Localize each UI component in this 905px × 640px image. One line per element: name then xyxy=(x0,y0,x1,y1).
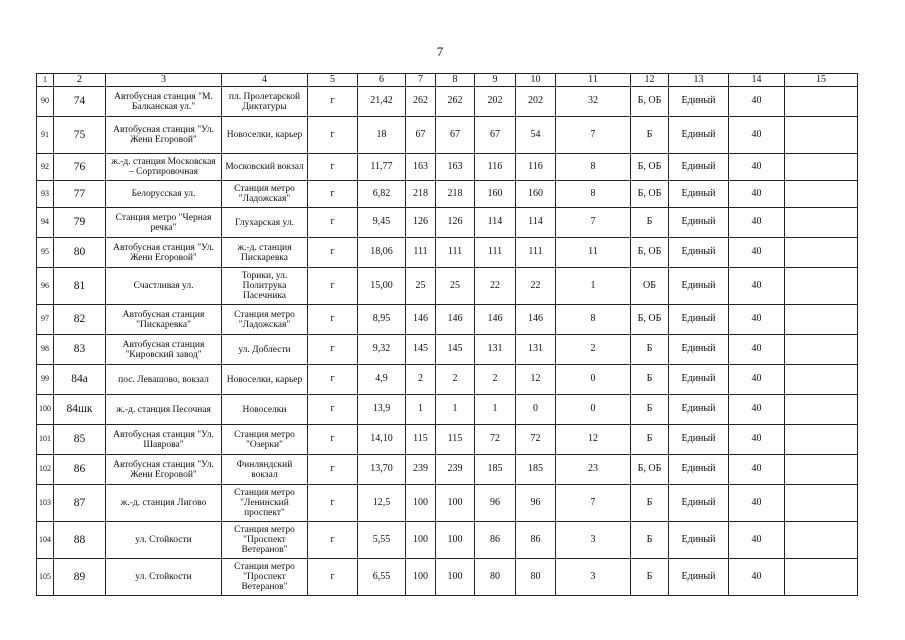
table-row xyxy=(37,268,858,305)
table-cell: Единый xyxy=(669,485,729,522)
table-cell: Московский вокзал xyxy=(222,154,308,181)
table-cell: 1 xyxy=(475,395,516,425)
table-cell: 8,95 xyxy=(358,305,406,335)
col-header: 12 xyxy=(631,74,669,87)
table-cell: 111 xyxy=(475,238,516,268)
table-row xyxy=(37,208,858,238)
table-cell: г xyxy=(308,181,358,208)
table-cell: 40 xyxy=(729,559,785,596)
table-cell: Единый xyxy=(669,117,729,154)
table-cell: 185 xyxy=(475,455,516,485)
table-cell: Автобусная станция "Ул. Жени Егоровой" xyxy=(106,238,222,268)
table-cell: 12 xyxy=(556,425,631,455)
table-cell: 9,45 xyxy=(358,208,406,238)
table-cell: 12,5 xyxy=(358,485,406,522)
table-cell: 3 xyxy=(556,559,631,596)
table-cell: 40 xyxy=(729,455,785,485)
table-cell xyxy=(785,425,858,455)
table-cell: ОБ xyxy=(631,268,669,305)
table-cell: 8 xyxy=(556,181,631,208)
table-cell: ул. Доблести xyxy=(222,335,308,365)
table-cell xyxy=(785,154,858,181)
table-cell: 100 xyxy=(436,485,475,522)
table-cell: 185 xyxy=(516,455,556,485)
table-cell: 3 xyxy=(556,522,631,559)
table-cell: Станция метро "Ленинский проспект" xyxy=(222,485,308,522)
table-cell: 202 xyxy=(516,87,556,117)
table-cell: 146 xyxy=(406,305,436,335)
table-cell xyxy=(785,87,858,117)
table-cell: 202 xyxy=(475,87,516,117)
table-cell: 114 xyxy=(475,208,516,238)
table-cell: г xyxy=(308,238,358,268)
table-cell: 103 xyxy=(37,485,54,522)
table-cell: 145 xyxy=(436,335,475,365)
table-cell: 2 xyxy=(475,365,516,395)
table-cell: Станция метро "Проспект Ветеранов" xyxy=(222,559,308,596)
table-cell: г xyxy=(308,268,358,305)
table-cell: г xyxy=(308,208,358,238)
table-cell: Б xyxy=(631,335,669,365)
table-cell: 95 xyxy=(37,238,54,268)
table-cell: 96 xyxy=(475,485,516,522)
table-cell: Б xyxy=(631,365,669,395)
table-cell: Б xyxy=(631,117,669,154)
table-cell: 116 xyxy=(475,154,516,181)
table-cell: 218 xyxy=(406,181,436,208)
table-cell: 163 xyxy=(406,154,436,181)
table-cell xyxy=(785,117,858,154)
table-cell: 40 xyxy=(729,395,785,425)
table-cell: 114 xyxy=(516,208,556,238)
table-cell: 72 xyxy=(516,425,556,455)
table-cell: г xyxy=(308,117,358,154)
col-header: 5 xyxy=(308,74,358,87)
table-cell: 111 xyxy=(516,238,556,268)
table-cell: 84шк xyxy=(54,395,106,425)
table-cell: 86 xyxy=(475,522,516,559)
table-cell: 86 xyxy=(54,455,106,485)
table-cell: Финляндский вокзал xyxy=(222,455,308,485)
table-cell: Единый xyxy=(669,395,729,425)
table-row xyxy=(37,335,858,365)
table-cell: 111 xyxy=(406,238,436,268)
table-cell: 40 xyxy=(729,154,785,181)
table-cell xyxy=(785,485,858,522)
table-cell: 40 xyxy=(729,117,785,154)
table-cell: ж.-д. станция Московская – Сортировочная xyxy=(106,154,222,181)
table-row xyxy=(37,395,858,425)
table-cell: 14,10 xyxy=(358,425,406,455)
table-cell: г xyxy=(308,485,358,522)
table-cell xyxy=(785,522,858,559)
table-cell: 32 xyxy=(556,87,631,117)
col-header: 2 xyxy=(54,74,106,87)
table-cell: 79 xyxy=(54,208,106,238)
table-cell: 11,77 xyxy=(358,154,406,181)
table-cell: 8 xyxy=(556,154,631,181)
table-cell: Станция метро "Черная речка" xyxy=(106,208,222,238)
table-cell: Единый xyxy=(669,181,729,208)
table-cell: 40 xyxy=(729,268,785,305)
table-cell: 21,42 xyxy=(358,87,406,117)
table-cell: Единый xyxy=(669,208,729,238)
table-cell: 22 xyxy=(516,268,556,305)
table-cell: 40 xyxy=(729,522,785,559)
table-cell: Б, ОБ xyxy=(631,154,669,181)
table-cell: 18 xyxy=(358,117,406,154)
table-cell xyxy=(785,559,858,596)
table-cell: 1 xyxy=(556,268,631,305)
table-cell: 40 xyxy=(729,181,785,208)
table-cell xyxy=(785,305,858,335)
table-cell: 12 xyxy=(516,365,556,395)
table-cell: 145 xyxy=(406,335,436,365)
table-cell: 146 xyxy=(516,305,556,335)
table-cell xyxy=(785,208,858,238)
table-cell: 100 xyxy=(406,522,436,559)
col-header: 11 xyxy=(556,74,631,87)
table-row xyxy=(37,117,858,154)
table-cell: 13,9 xyxy=(358,395,406,425)
table-cell: 7 xyxy=(556,485,631,522)
page-number: 7 xyxy=(436,44,444,59)
table-cell: 116 xyxy=(516,154,556,181)
table-cell: Б xyxy=(631,559,669,596)
table-cell: ж.-д. станция Пискаревка xyxy=(222,238,308,268)
table-cell: 99 xyxy=(37,365,54,395)
table-cell: 84а xyxy=(54,365,106,395)
table-cell: 83 xyxy=(54,335,106,365)
table-cell: Станция метро "Озерки" xyxy=(222,425,308,455)
table-cell: 4,9 xyxy=(358,365,406,395)
col-header: 3 xyxy=(106,74,222,87)
table-cell: 89 xyxy=(54,559,106,596)
col-header: 7 xyxy=(406,74,436,87)
table-cell: 80 xyxy=(516,559,556,596)
table-cell: Новоселки, карьер xyxy=(222,365,308,395)
table-row xyxy=(37,425,858,455)
table-cell: 1 xyxy=(406,395,436,425)
table-cell: 131 xyxy=(516,335,556,365)
table-cell: 146 xyxy=(436,305,475,335)
table-cell: 23 xyxy=(556,455,631,485)
table-cell: Единый xyxy=(669,365,729,395)
table-cell: г xyxy=(308,154,358,181)
table-cell: 111 xyxy=(436,238,475,268)
table-cell: г xyxy=(308,455,358,485)
table-cell xyxy=(785,395,858,425)
table-cell: 40 xyxy=(729,208,785,238)
table-cell: г xyxy=(308,365,358,395)
table-cell: 6,55 xyxy=(358,559,406,596)
col-header: 13 xyxy=(669,74,729,87)
table-cell: 115 xyxy=(436,425,475,455)
table-cell: 85 xyxy=(54,425,106,455)
table-cell: 239 xyxy=(436,455,475,485)
table-row xyxy=(37,87,858,117)
table-cell: 54 xyxy=(516,117,556,154)
table-cell: Счастливая ул. xyxy=(106,268,222,305)
table-cell: Станция метро "Проспект Ветеранов" xyxy=(222,522,308,559)
table-row xyxy=(37,365,858,395)
table-cell: 160 xyxy=(516,181,556,208)
table-cell: Автобусная станция "Ул. Шаврова" xyxy=(106,425,222,455)
table-cell: г xyxy=(308,425,358,455)
table-cell: 13,70 xyxy=(358,455,406,485)
col-header: 9 xyxy=(475,74,516,87)
table-row xyxy=(37,181,858,208)
table-cell: ж.-д. станция Лигово xyxy=(106,485,222,522)
table-cell: 11 xyxy=(556,238,631,268)
table-cell: 40 xyxy=(729,485,785,522)
table-row xyxy=(37,238,858,268)
table-cell: Станция метро "Ладожская" xyxy=(222,181,308,208)
table-cell: Б xyxy=(631,208,669,238)
table-cell: г xyxy=(308,559,358,596)
table-row xyxy=(37,154,858,181)
table-cell: 96 xyxy=(37,268,54,305)
table-cell: Новоселки, карьер xyxy=(222,117,308,154)
col-header: 15 xyxy=(785,74,858,87)
table-cell: г xyxy=(308,305,358,335)
table-cell: 80 xyxy=(475,559,516,596)
table-cell: пл. Пролетарской Диктатуры xyxy=(222,87,308,117)
table-row xyxy=(37,305,858,335)
table-cell: 98 xyxy=(37,335,54,365)
table-cell: 101 xyxy=(37,425,54,455)
table-cell: 22 xyxy=(475,268,516,305)
table-cell: 100 xyxy=(406,559,436,596)
table-cell: 97 xyxy=(37,305,54,335)
table-cell: Новоселки xyxy=(222,395,308,425)
table-cell: 40 xyxy=(729,335,785,365)
table-cell: 25 xyxy=(436,268,475,305)
table-cell: Белорусская ул. xyxy=(106,181,222,208)
table-cell: 96 xyxy=(516,485,556,522)
table-cell: г xyxy=(308,522,358,559)
table-cell: 262 xyxy=(406,87,436,117)
table-cell: 80 xyxy=(54,238,106,268)
table-cell: 88 xyxy=(54,522,106,559)
col-header: 14 xyxy=(729,74,785,87)
table-cell: Единый xyxy=(669,305,729,335)
table-cell: 102 xyxy=(37,455,54,485)
table-cell: Б xyxy=(631,485,669,522)
table-cell: 92 xyxy=(37,154,54,181)
table-cell: 160 xyxy=(475,181,516,208)
table-cell: 0 xyxy=(556,395,631,425)
table-cell: Единый xyxy=(669,522,729,559)
table-cell: ул. Стойкости xyxy=(106,522,222,559)
table-cell: 7 xyxy=(556,117,631,154)
table-cell: 1 xyxy=(436,395,475,425)
table-cell: 82 xyxy=(54,305,106,335)
col-header: 1 xyxy=(37,74,54,87)
table-cell: 93 xyxy=(37,181,54,208)
table-cell: 91 xyxy=(37,117,54,154)
table-cell: пос. Левашово, вокзал xyxy=(106,365,222,395)
table-cell: 15,00 xyxy=(358,268,406,305)
table-cell: 8 xyxy=(556,305,631,335)
table-cell: Торики, ул. Политрука Пасечника xyxy=(222,268,308,305)
table-cell: 81 xyxy=(54,268,106,305)
table-cell: 126 xyxy=(436,208,475,238)
table-cell: 76 xyxy=(54,154,106,181)
table-row xyxy=(37,522,858,559)
table-cell xyxy=(785,455,858,485)
table-cell: 146 xyxy=(475,305,516,335)
table-cell: 94 xyxy=(37,208,54,238)
table-cell: 2 xyxy=(436,365,475,395)
col-header: 8 xyxy=(436,74,475,87)
table-cell: 100 xyxy=(436,559,475,596)
table-cell: 75 xyxy=(54,117,106,154)
table-cell: Б, ОБ xyxy=(631,305,669,335)
table-cell: ж.-д. станция Песочная xyxy=(106,395,222,425)
table-cell: Б xyxy=(631,522,669,559)
table-cell: 163 xyxy=(436,154,475,181)
table-cell: 40 xyxy=(729,365,785,395)
table-cell: Автобусная станция "М. Балканская ул." xyxy=(106,87,222,117)
table-cell: Автобусная станция "Пискаревка" xyxy=(106,305,222,335)
table-cell: 40 xyxy=(729,87,785,117)
table-cell: 126 xyxy=(406,208,436,238)
table-cell: Б, ОБ xyxy=(631,181,669,208)
table-cell: Единый xyxy=(669,87,729,117)
table-cell: 7 xyxy=(556,208,631,238)
table-cell: Единый xyxy=(669,238,729,268)
table-cell: Б, ОБ xyxy=(631,455,669,485)
table-cell: 218 xyxy=(436,181,475,208)
table-cell: 100 xyxy=(406,485,436,522)
table-cell: 74 xyxy=(54,87,106,117)
table-body xyxy=(37,74,858,596)
table-cell: 86 xyxy=(516,522,556,559)
table-cell: Станция метро "Ладожская" xyxy=(222,305,308,335)
table-cell: 262 xyxy=(436,87,475,117)
table-cell: 18,06 xyxy=(358,238,406,268)
table-cell: 67 xyxy=(436,117,475,154)
table-cell: 0 xyxy=(516,395,556,425)
table-cell: 239 xyxy=(406,455,436,485)
table-cell: 90 xyxy=(37,87,54,117)
table-cell: 40 xyxy=(729,238,785,268)
table-cell: Автобусная станция "Ул. Жени Егоровой" xyxy=(106,455,222,485)
table-cell: 5,55 xyxy=(358,522,406,559)
table-cell: 40 xyxy=(729,305,785,335)
table-cell: 67 xyxy=(406,117,436,154)
table-cell: Глухарская ул. xyxy=(222,208,308,238)
table-cell: Единый xyxy=(669,559,729,596)
table-cell xyxy=(785,181,858,208)
table-cell: 2 xyxy=(556,335,631,365)
table-cell: 115 xyxy=(406,425,436,455)
table-cell: 104 xyxy=(37,522,54,559)
table-cell: Единый xyxy=(669,425,729,455)
table-cell: г xyxy=(308,87,358,117)
col-header: 6 xyxy=(358,74,406,87)
table-cell: 105 xyxy=(37,559,54,596)
table-cell: 6,82 xyxy=(358,181,406,208)
table-cell xyxy=(785,268,858,305)
table-cell: 100 xyxy=(436,522,475,559)
table-cell: 87 xyxy=(54,485,106,522)
table-cell: Автобусная станция "Ул. Жени Егоровой" xyxy=(106,117,222,154)
table-cell: 67 xyxy=(475,117,516,154)
table-row xyxy=(37,485,858,522)
table-cell: 2 xyxy=(406,365,436,395)
table-cell: 131 xyxy=(475,335,516,365)
table-cell: Единый xyxy=(669,154,729,181)
table-cell: Б, ОБ xyxy=(631,238,669,268)
table-cell: ул. Стойкости xyxy=(106,559,222,596)
table-cell: Б xyxy=(631,425,669,455)
table-cell: 0 xyxy=(556,365,631,395)
table-cell: 40 xyxy=(729,425,785,455)
table-row xyxy=(37,455,858,485)
table-cell: 77 xyxy=(54,181,106,208)
table-cell xyxy=(785,238,858,268)
table-cell: Единый xyxy=(669,335,729,365)
routes-table xyxy=(36,73,858,596)
table-row xyxy=(37,559,858,596)
table-cell: 9,32 xyxy=(358,335,406,365)
table-cell: 100 xyxy=(37,395,54,425)
table-cell: г xyxy=(308,335,358,365)
table-cell xyxy=(785,335,858,365)
table-cell xyxy=(785,365,858,395)
table-cell: г xyxy=(308,395,358,425)
table-cell: Единый xyxy=(669,455,729,485)
table-cell: Автобусная станция "Кировский завод" xyxy=(106,335,222,365)
table-cell: Б, ОБ xyxy=(631,87,669,117)
table-cell: Единый xyxy=(669,268,729,305)
col-header: 4 xyxy=(222,74,308,87)
table-cell: 72 xyxy=(475,425,516,455)
table-cell: 25 xyxy=(406,268,436,305)
table-cell: Б xyxy=(631,395,669,425)
col-header: 10 xyxy=(516,74,556,87)
header-row xyxy=(37,74,858,87)
